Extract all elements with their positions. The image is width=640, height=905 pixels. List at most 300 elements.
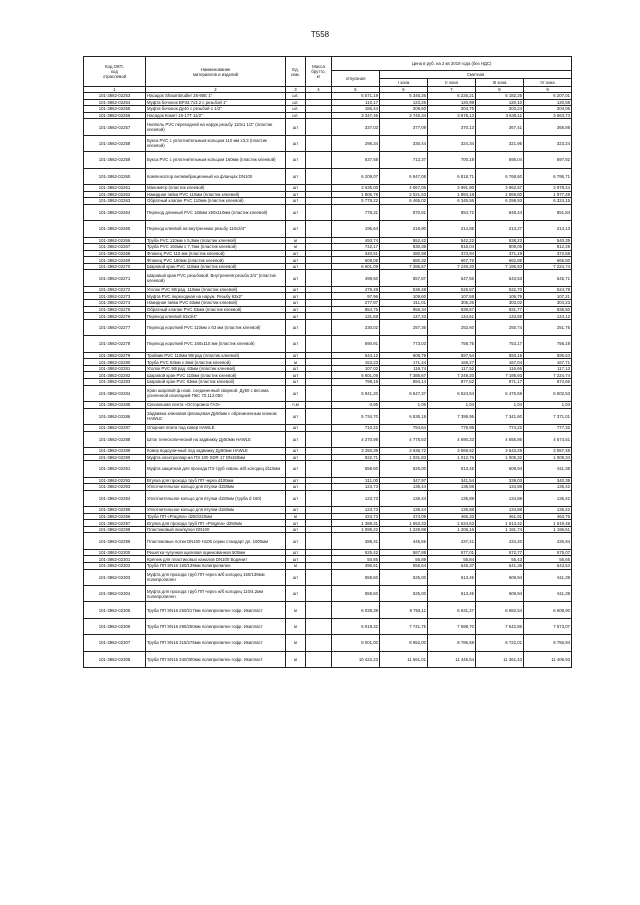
table-cell-name: Муфта бочонок Ду40 с резьбой 1 1/2" [146,106,286,113]
table-cell-name: Обратный клапан PVC 110мм (пластик клеевой) [146,198,286,205]
table-cell-zone1-price: 552,42 [380,237,428,244]
table-cell-zone3-price: 55,43 [476,556,524,563]
table-cell-zone4-price: 107,21 [524,293,572,300]
table-cell-release-price: 131,68 [332,313,380,320]
table-cell-unit: шт [286,263,306,270]
table-cell-unit: шт [286,204,306,220]
table-cell-release-price: 6 209,07 [332,168,380,184]
table-cell-name: Уплотнительное кольцо для втулки d150мм [146,484,286,491]
table-cell-zone4-price: 435,94 [524,533,572,549]
table-cell-release-price: 558,60 [332,461,380,477]
table-cell-zone3-price: 213,27 [476,221,524,237]
table-cell-zone2-price: 135,88 [428,484,476,491]
table-cell-mass [306,293,332,300]
table-cell-zone2-price: 341,54 [428,477,476,484]
table-cell-zone1-price: 347,97 [380,477,428,484]
table-cell-zone3-price: 608,94 [476,461,524,477]
table-row [84,549,572,556]
table-cell-zone2-price: 305,26 [428,300,476,307]
table-cell-release-price: 742,17 [332,244,380,251]
table-cell-mass [306,586,332,602]
table-cell-zone3-price: 11 361,43 [476,651,524,667]
table-cell-release-price: 340,51 [332,250,380,257]
table-cell-zone1-price: 6 465,02 [380,198,428,205]
table-cell-mass [306,106,332,113]
table-cell-zone2-price: 7 395,95 [428,408,476,424]
table-cell-name: Опорная плита под ковер HAWLE [146,424,286,431]
table-cell-name: Труба ПП SN16 295/250мм полипропилен гофр. Икапласт [146,618,286,634]
table-cell-zone2-price: 135,88 [428,490,476,506]
table-cell-zone4-price: 368,88 [524,119,572,135]
table-cell-unit: п.м [286,401,306,408]
table-cell-name: Обратный клапан PVC 63мм (пластик клеевой) [146,306,286,313]
table-cell-zone1-price: 330,44 [380,135,428,151]
table-cell-release-price: 123,73 [332,490,380,506]
col-header-code: Код ОКП, код отраслевой [84,57,146,87]
table-cell-zone2-price: 252,60 [428,319,476,335]
table-cell-unit: шт [286,250,306,257]
table-row [84,184,572,191]
table-cell-zone3-price: 6 768,60 [476,168,524,184]
table-row [84,424,572,431]
table-row [84,135,572,151]
table-cell-code: 101-3862-02297 [84,520,146,527]
table-cell-code: 101-3862-02293 [84,484,146,491]
table-cell-code: 101-3862-02279 [84,352,146,359]
table-cell-zone2-price: 938,67 [428,306,476,313]
table-cell-zone3-price: 167,04 [476,359,524,366]
table-cell-zone1-price: 608,79 [380,352,428,359]
table-cell-zone1-price: 445,65 [380,533,428,549]
table-cell-zone4-price: 7 371,01 [524,408,572,424]
table-cell-zone1-price: 6 947,08 [380,168,428,184]
table-cell-release-price: 498,60 [332,270,380,286]
table-cell-mass [306,306,332,313]
table-cell-mass [306,651,332,667]
table-cell-code: 101-3862-02287 [84,424,146,431]
table-cell-unit: м [286,244,306,251]
table-cell-release-price: 311,00 [332,477,380,484]
table-cell-name: Труба ПП SN16 250/217мм полипропилен гофр. Икапласт [146,602,286,618]
table-row [84,602,572,618]
table-cell-zone1-price: 109,60 [380,293,428,300]
table-cell-zone2-price: 877,62 [428,378,476,385]
table-cell-unit: шт [286,365,306,372]
table-cell-zone3-price: 662,85 [476,257,524,264]
table-row [84,293,572,300]
table-cell-zone1-price: 208,60 [380,106,428,113]
table-cell-release-price: 6 038,39 [332,602,380,618]
col-header-estimate: Сметная [380,71,572,79]
table-cell-zone4-price: 545,71 [524,270,572,286]
table-cell-zone3-price: 339,03 [476,477,524,484]
table-cell-zone3-price: 134,88 [476,490,524,506]
table-cell-zone3-price: 543,53 [476,270,524,286]
table-cell-zone2-price: 3 569,52 [428,447,476,454]
table-cell-code: 101-3862-02269 [84,257,146,264]
table-cell-zone4-price: 3 978,44 [524,184,572,191]
table-cell-zone2-price: 542,22 [428,237,476,244]
table-cell-mass [306,556,332,563]
table-row [84,352,572,359]
table-cell-zone4-price: 595,53 [524,352,572,359]
table-cell-zone3-price: 434,20 [476,533,524,549]
table-cell-unit: шт [286,168,306,184]
table-cell-name: Шток телескопический на задвижку Ду50мм HAWLE [146,431,286,447]
table-cell-release-price: 922,71 [332,454,380,461]
table-row [84,618,572,634]
table-cell-release-price: 608,05 [332,257,380,264]
table-cell-mass [306,286,332,293]
table-cell-name: Шаровой кран PVC 110мм (пластик клеевой) [146,372,286,379]
table-cell-zone1-price: 536,48 [380,286,428,293]
table-cell-zone4-price: 135,42 [524,490,572,506]
table-cell-code: 101-3862-02305 [84,602,146,618]
table-cell-unit: шт [286,372,306,379]
table-cell-zone4-price: 540,39 [524,237,572,244]
table-cell-unit: шт [286,293,306,300]
table-cell-mass [306,191,332,198]
table-cell-zone4-price: 7 573,07 [524,618,572,634]
table-cell-name: Переход короткий PVC 110мм x 63 мм (пластик клеевой) [146,319,286,335]
table-cell-zone2-price: 324,34 [428,135,476,151]
table-cell-zone4-price: 6 324,15 [524,198,572,205]
table-cell-zone4-price: 11 406,93 [524,651,572,667]
table-cell-zone1-price: 830,38 [380,244,428,251]
table-cell-code: 101-3862-02268 [84,250,146,257]
table-row [84,359,572,366]
table-cell-code: 101-3862-02286 [84,408,146,424]
table-cell-code: 101-3862-02277 [84,319,146,335]
table-cell-zone3-price: 7 542,86 [476,618,524,634]
table-cell-unit: шт [286,431,306,447]
table-cell-zone2-price: 3 991,90 [428,184,476,191]
table-cell-release-price: 398,31 [332,533,380,549]
table-cell-zone1-price: 2 021,53 [380,191,428,198]
table-cell-name: Шаровой кран PVC 63мм (пластик клеевой) [146,378,286,385]
table-cell-release-price: 10 422,23 [332,651,380,667]
table-cell-name: Труба PVC 160мм x 7,7мм (пластик клеевой) [146,244,286,251]
table-cell-zone1-price: 3 745,34 [380,112,428,119]
table-cell-code: 101-3862-02262 [84,191,146,198]
table-cell-mass [306,257,332,264]
table-cell-zone2-price: 613,45 [428,461,476,477]
table-cell-name: Тройник PVC 110мм 90град (пластик клеевой) [146,352,286,359]
table-cell-mass [306,119,332,135]
table-cell-release-price: 50,85 [332,556,380,563]
table-cell-zone1-price: 138,44 [380,507,428,514]
table-row [84,313,572,320]
table-cell-release-price: 5 571,19 [332,93,380,100]
table-cell-mass [306,408,332,424]
table-cell-zone3-price: 608,94 [476,586,524,602]
table-cell-zone1-price: 138,44 [380,484,428,491]
table-cell-code: 101-3862-02290 [84,454,146,461]
col-header-release: отпускная [332,71,380,87]
table-cell-zone1-price: 794,64 [380,424,428,431]
table-cell-unit: шт [286,447,306,454]
table-cell-mass [306,424,332,431]
table-cell-name: Накидная гайка PVC 110мм (пластик клеевой) [146,191,286,198]
table-cell-zone4-price: 7 224,74 [524,372,572,379]
table-row [84,99,572,106]
table-cell-code: 101-3862-02304 [84,586,146,602]
table-cell-zone2-price: 7 598,70 [428,618,476,634]
table-cell-unit: м [286,359,306,366]
table-cell-zone2-price: 1,04 [428,401,476,408]
table-cell-code: 101-3862-02259 [84,152,146,168]
table-cell-zone1-price: 956,34 [380,306,428,313]
table-cell-zone3-price: 522,70 [476,286,524,293]
table-cell-mass [306,461,332,477]
table-cell-zone2-price: 6 631,27 [428,602,476,618]
table-cell-mass [306,198,332,205]
table-cell-zone1-price: 147,33 [380,313,428,320]
table-cell-zone1-price: 870,81 [380,204,428,220]
table-cell-name: Ковер водоуличный под задвижку Ду50мм HAWLE [146,447,286,454]
table-cell-name: Шаровой кран PVC 110мм (пластик клеевой) [146,263,286,270]
table-cell-zone2-price: 6 524,54 [428,385,476,401]
table-cell-name: Труба ПП «Pragma» d250/220мм [146,513,286,520]
table-cell-mass [306,263,332,270]
table-cell-mass [306,336,332,352]
table-cell-unit: шт. [286,99,306,106]
col-header-name: Наименование материалов и изделий [146,57,286,87]
table-cell-name: Насадок Комет 15-17Т 11/2" [146,112,286,119]
table-cell-mass [306,490,332,506]
table-cell-code: 101-3862-02260 [84,168,146,184]
table-cell-zone1-price: 1 229,88 [380,526,428,533]
table-cell-release-price: 690,91 [332,336,380,352]
table-cell-zone1-price: 138,44 [380,490,428,506]
table-cell-zone1-price: 7 385,67 [380,263,428,270]
table-cell-zone3-price: 116,66 [476,365,524,372]
table-cell-code: 101-3862-02272 [84,286,146,293]
table-cell-zone1-price: 257,36 [380,319,428,335]
table-cell-mass [306,385,332,401]
table-cell-zone3-price: 143,55 [476,313,524,320]
table-cell-unit: шт. [286,93,306,100]
col-header-zone-1: I зона [380,79,428,87]
table-cell-zone3-price: 7 195,93 [476,263,524,270]
table-cell-code: 101-3862-02271 [84,270,146,286]
table-cell-name: Крепеж для пластиковых каналов DN100 Водянит [146,556,286,563]
table-cell-zone2-price: 1 206,16 [428,526,476,533]
table-cell-code: 101-3862-02288 [84,431,146,447]
table-cell-unit: шт [286,300,306,307]
table-cell-code: 101-3862-02274 [84,300,146,307]
table-cell-zone1-price: 218,90 [380,221,428,237]
table-cell-zone2-price: 168,27 [428,359,476,366]
table-cell-mass [306,244,332,251]
table-cell-mass [306,250,332,257]
table-cell-code: 101-3862-02278 [84,336,146,352]
table-cell-release-price: 6 601,09 [332,372,380,379]
table-row [84,447,572,454]
table-row [84,319,572,335]
table-cell-unit: шт [286,556,306,563]
table-cell-zone1-price: 380,98 [380,250,428,257]
table-cell-zone3-price: 203,24 [476,106,524,113]
table-cell-zone3-price: 6 298,93 [476,198,524,205]
table-cell-unit: м [286,618,306,634]
table-cell-zone2-price: 758,75 [428,336,476,352]
table-row [84,263,572,270]
table-cell-name: Переход длинный PVC 160мм x90x110мм (пластик клеевой) [146,204,286,220]
table-cell-zone2-price: 214,85 [428,221,476,237]
table-cell-zone1-price: 6 535,19 [380,408,428,424]
table-cell-code: 101-3862-02273 [84,293,146,300]
table-cell-zone2-price: 6 226,21 [428,93,476,100]
table-cell-name: Труба ПП SN16 340/300мм полипропилен гофр. Икапласт [146,651,286,667]
table-cell-release-price: 558,60 [332,586,380,602]
table-cell-zone2-price: 545,37 [428,563,476,570]
col-header-zone-2: II зона [428,79,476,87]
table-cell-zone3-price: 809,05 [476,244,524,251]
table-cell-zone2-price: 597,54 [428,352,476,359]
table-cell-zone1-price: 311,01 [380,300,428,307]
table-cell-zone4-price: 120,58 [524,99,572,106]
table-cell-zone4-price: 6 207,01 [524,93,572,100]
table-cell-name: Переход клеевой 63x3/4" [146,313,286,320]
table-row [84,635,572,651]
table-cell-code: 101-3862-02289 [84,447,146,454]
table-cell-zone3-price: 3 649,11 [476,112,524,119]
table-cell-zone2-price: 144,61 [428,313,476,320]
table-cell-name: Труба ПП SN16 315/275мм полипропилен гофр. Икапласт [146,635,286,651]
table-cell-zone2-price: 204,75 [428,106,476,113]
table-cell-zone2-price: 55,84 [428,556,476,563]
table-row [84,168,572,184]
table-cell-zone4-price: 6 502,53 [524,385,572,401]
table-cell-mass [306,300,332,307]
table-cell-release-price: 230,02 [332,319,380,335]
col-header-unit: Ед. изм. [286,57,306,87]
table-row [84,204,572,220]
table-cell-code: 101-3862-02307 [84,635,146,651]
table-cell-code: 101-3862-02296 [84,513,146,520]
table-cell-zone3-price: 250,74 [476,319,524,335]
table-cell-name: Уплотнительное кольцо для втулки d150мм (труба d 160) [146,490,286,506]
table-cell-unit: шт [286,477,306,484]
table-cell-zone1-price: 557,87 [380,270,428,286]
column-number: 7 [428,87,476,93]
table-cell-zone2-price: 577,01 [428,549,476,556]
table-cell-zone4-price: 812,29 [524,244,572,251]
column-number: 6 [380,87,428,93]
table-cell-code: 101-3862-02253 [84,93,146,100]
table-cell-mass [306,477,332,484]
table-cell-unit: шт [286,319,306,335]
table-cell-unit: шт [286,336,306,352]
table-cell-zone2-price: 779,95 [428,424,476,431]
table-cell-unit: шт [286,461,306,477]
table-cell-zone1-price: 4 778,63 [380,431,428,447]
table-cell-code: 101-3862-02298 [84,526,146,533]
table-cell-unit: шт [286,184,306,191]
table-cell-zone3-price: 3 962,57 [476,184,524,191]
table-cell-zone3-price: 538,23 [476,237,524,244]
table-cell-zone1-price: 119,74 [380,365,428,372]
table-cell-unit: шт [286,306,306,313]
table-cell-release-price: 107,02 [332,365,380,372]
column-number: 1 [84,87,146,93]
table-cell-zone1-price: 625,00 [380,586,428,602]
table-row [84,401,572,408]
table-cell-mass [306,237,332,244]
table-cell-name: Втулка для прохода труб ПП через d100мм [146,477,286,484]
table-cell-release-price: 525,42 [332,549,380,556]
table-row [84,507,572,514]
table-cell-zone3-price: 367,41 [476,119,524,135]
table-cell-zone3-price: 134,88 [476,507,524,514]
table-cell-zone3-price: 1 513,42 [476,520,524,527]
table-cell-release-price: 6 601,09 [332,263,380,270]
table-row [84,119,572,135]
table-cell-zone4-price: 611,38 [524,569,572,585]
table-row [84,520,572,527]
table-cell-mass [306,513,332,520]
table-cell-unit: шт [286,586,306,602]
table-cell-zone2-price: 547,56 [428,270,476,286]
table-cell-zone3-price: 1 005,32 [476,454,524,461]
table-cell-code: 101-3862-02255 [84,106,146,113]
table-cell-release-price: 3 347,46 [332,112,380,119]
table-cell-zone2-price: 370,13 [428,119,476,135]
table-cell-release-price: 8 001,00 [332,635,380,651]
table-cell-zone1-price: 123,26 [380,99,428,106]
table-cell-code: 101-3862-02295 [84,507,146,514]
table-cell-release-price: 186,44 [332,106,380,113]
table-cell-release-price: 1 099,22 [332,526,380,533]
table-cell-zone3-price: 695,04 [476,152,524,168]
table-row [84,513,572,520]
table-cell-zone1-price: 6 756,11 [380,602,428,618]
table-cell-unit: шт [286,408,306,424]
table-cell-zone2-price: 854,72 [428,204,476,220]
table-cell-release-price: 277,97 [332,300,380,307]
table-cell-zone1-price: 1,06 [380,401,428,408]
table-cell-unit: шт [286,221,306,237]
table-cell-zone3-price: 8 722,01 [476,635,524,651]
table-cell-code: 101-3862-02265 [84,221,146,237]
table-row [84,198,572,205]
table-cell-code: 101-3862-02306 [84,618,146,634]
table-cell-unit: шт [286,424,306,431]
table-cell-zone1-price: 4 067,06 [380,184,428,191]
table-cell-zone4-price: 3 663,73 [524,112,572,119]
table-cell-zone2-price: 613,45 [428,569,476,585]
table-cell-unit: м [286,635,306,651]
table-cell-name: Муфта электросвар-ая ПЭ 100 SDR 17 DN160мм [146,454,286,461]
table-cell-zone3-price: 753,17 [476,336,524,352]
table-cell-name: Переход клеевой на внутреннюю резьбу 110x3/4" [146,221,286,237]
table-cell-zone4-price: 611,38 [524,586,572,602]
table-cell-name: Втулка для прохода труб ПП «Pragma» d250мм [146,520,286,527]
table-cell-mass [306,635,332,651]
table-cell-zone4-price: 7 224,74 [524,263,572,270]
table-cell-code: 101-3862-02280 [84,359,146,366]
table-cell-name: Компенсатор антивибрационный на фланцах DN100 [146,168,286,184]
table-cell-code: 101-3862-02283 [84,378,146,385]
table-cell-zone3-price: 1 191,74 [476,526,524,533]
table-row [84,191,572,198]
table-row [84,152,572,168]
table-cell-zone2-price: 11 445,54 [428,651,476,667]
table-cell-zone1-price: 3 636,72 [380,447,428,454]
table-cell-zone1-price: 377,09 [380,119,428,135]
table-row [84,221,572,237]
